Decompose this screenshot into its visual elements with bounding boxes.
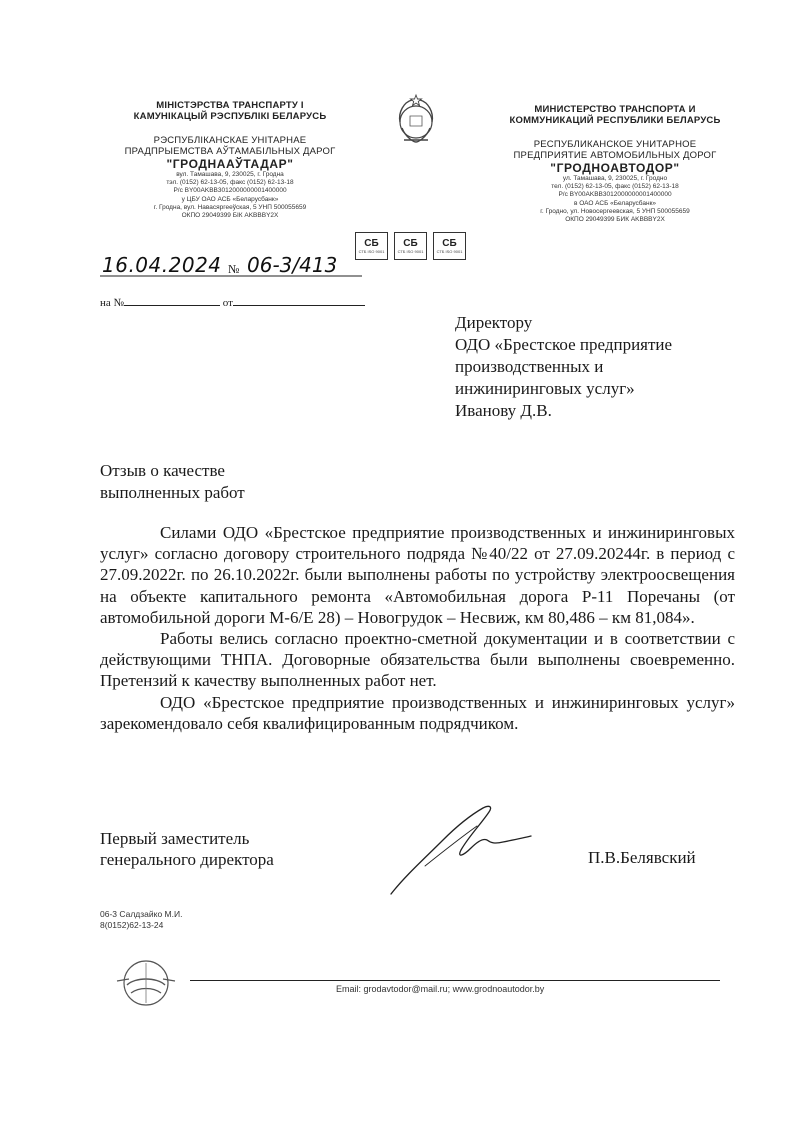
company-logo-icon — [115, 955, 177, 1011]
org-name-ru: РЕСПУБЛИКАНСКОЕ УНИТАРНОЕ ПРЕДПРИЯТИЕ АВТОМОБИЛЬНЫХ ДОРОГ — [513, 139, 717, 161]
org-details-ru: ул. Тамашава, 9, 230025, г. Гродно тел. (0152) 62-13-05, факс (0152) 62-13-18 Р/с BY00AKBB3012000000001400000 в ОАО АСБ «Беларусбанк» г. Гродно, ул. Новосергеевская, 5 УНП 500055659 ОКПО 29049399 БИК AKBBBY2X — [540, 175, 690, 224]
letter-subject: Отзыв о качестве выполненных работ — [100, 461, 245, 502]
executor-info: 06-3 Салдзайко М.И. 8(0152)62-13-24 — [100, 909, 183, 930]
letterhead-ru — [470, 104, 760, 224]
state-emblem-icon — [388, 92, 444, 148]
reply-number-blank — [124, 296, 220, 306]
handwritten-signature — [385, 796, 535, 901]
org-short-name-ru: "ГРОДНОАВТОДОР" — [550, 161, 680, 175]
body-paragraph: ОДО «Брестское предприятие производственных и инжиниринговых услуг» зарекомендовало себя квалифицированным подрядчиком. — [100, 692, 735, 733]
signatory-position: Первый заместитель генерального директора — [100, 829, 274, 869]
registration-number: 06-3/413 — [247, 253, 338, 277]
certification-marks — [355, 232, 466, 260]
org-details-by: вул. Тамашава, 9, 230025, г. Гродна тэл. (0152) 62-13-05, факс (0152) 62-13-18 Р/с BY00AKBB3012000000001400000 у ЦБУ ОАО АСБ «Беларусбанк» г. Гродна, вул. Навасяргееўская, 5 УНП 500055659 ОКПО 29049399 БІК AKBBBY2X — [153, 171, 307, 220]
addressee-block: Директору ОДО «Брестское предприятие производственных и инжиниринговых услуг» Иванову Д.В. — [455, 313, 673, 420]
registration-date: 16.04.2024 — [102, 253, 222, 277]
letterhead-by — [100, 100, 360, 220]
footer-contacts: Email: grodavtodor@mail.ru; www.grodnoautodor.by — [336, 984, 545, 994]
certification-mark-icon: СБ СТБ ISO 9001 — [433, 232, 466, 260]
body-paragraph: Работы велись согласно проектно-сметной документации и в соответствии с действующими ТНПА. Договорные обязательства были выполнены своевременно. Претензий к качеству выполненных работ нет. — [100, 629, 735, 691]
certification-mark-icon: СБ СТБ ISO 9001 — [394, 232, 427, 260]
certification-mark-icon: СБ СТБ ISO 9001 — [355, 232, 388, 260]
ministry-name-ru: МИНИСТЕРСТВО ТРАНСПОРТА И КОММУНИКАЦИЙ РЕСПУБЛИКИ БЕЛАРУСЬ — [509, 104, 721, 126]
org-short-name-by: "ГРОДНААЎТАДАР" — [166, 157, 294, 171]
signatory-name: П.В.Белявский — [588, 848, 696, 867]
registration-number-label: № — [228, 262, 240, 276]
ministry-name-by: МІНІСТЭРСТВА ТРАНСПАРТУ І КАМУНІКАЦЫЙ РЭСПУБЛІКІ БЕЛАРУСЬ — [133, 100, 327, 122]
org-name-by: РЭСПУБЛІКАНСКАЕ УНІТАРНАЕ ПРАДПРЫЕМСТВА АЎТАМАБІЛЬНЫХ ДАРОГ — [124, 135, 336, 157]
reply-date-blank — [233, 296, 365, 306]
letter-body — [100, 522, 735, 734]
body-paragraph: Силами ОДО «Брестское предприятие производственных и инжиниринговых услуг» согласно договору строительного подряда №40/22 от 27.09.20244г. в период с 27.09.2022г. по 26.10.2022г. были выполнены работы по устройству электроосвещения на объекте капитального ремонта «Автомобильная дорога Р-11 Поречаны (от автомобильной дороги М-6/Е 28) – Новогрудок – Несвиж, км 80,486 – км 81,084». — [100, 523, 735, 627]
footer-divider — [190, 980, 720, 981]
reply-reference: на № от — [100, 296, 365, 309]
